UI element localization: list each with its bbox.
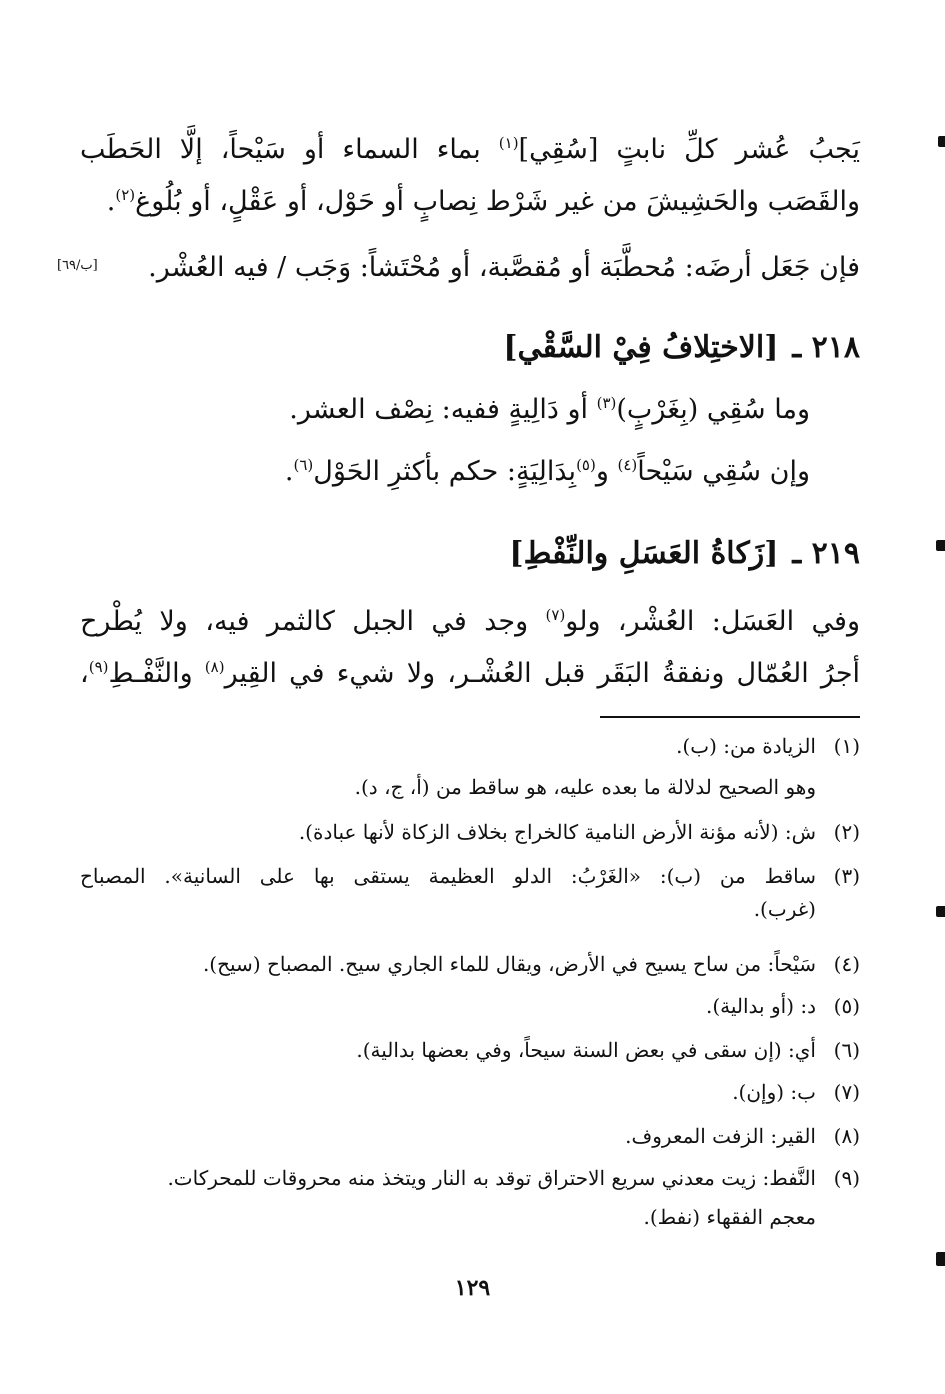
footnote-ref-2: (٢)	[115, 186, 136, 204]
paragraph-line	[80, 446, 810, 498]
section-heading-218	[503, 330, 860, 365]
footnote-ref-9: (٩)	[88, 658, 109, 676]
section-title: [الاختِلافُ فِيْ السَّقْي]	[503, 330, 779, 365]
scan-edge-mark	[938, 136, 945, 147]
footnote-ref-5: (٥)	[576, 456, 596, 474]
section-219-body	[80, 596, 860, 700]
footnote-7	[80, 1076, 860, 1109]
footnote-number: (٣)	[833, 864, 860, 888]
footnote-text: وهو الصحيح لدلالة ما بعده عليه، هو ساقط من (أ، ج، د).	[354, 775, 816, 799]
footnote-4	[80, 948, 860, 981]
paragraph-line	[80, 648, 860, 700]
text-run: بِدَالِيَةٍ: حكم بأكثرِ الحَوْل	[313, 456, 577, 487]
footnote-9	[80, 1162, 860, 1234]
footnote-row	[80, 860, 860, 893]
footnote-text: (غرب).	[753, 897, 816, 921]
text-run: وإن سُقِي سَيْحاً	[637, 456, 810, 487]
page-number: ١٢٩	[454, 1275, 491, 1301]
scan-edge-mark	[936, 1252, 945, 1266]
text-run: أجرُ العُمّال ونفقةُ البَقَر قبل العُشْـر، ولا شيء في القِير	[224, 658, 861, 689]
section-number: ٢١٩ ـ	[792, 536, 860, 571]
text-run: وجد في الجبل كالثمر فيه، ولا يُطْرح	[80, 606, 546, 637]
footnote-ref-3: (٣)	[596, 394, 617, 412]
footnote-text: ب: (وإن).	[732, 1080, 816, 1104]
footnote-text: الزيادة من: (ب).	[676, 734, 816, 758]
section-title: [زَكاةُ العَسَلِ والنِّفْطِ]	[509, 536, 779, 571]
footnote-text: القير: الزفت المعروف.	[625, 1124, 816, 1148]
footnote-2	[80, 816, 860, 849]
manuscript-folio-ref: [ب/٦٩]	[57, 258, 98, 273]
text-run: وما سُقِي (بِغَرْبٍ)	[616, 394, 810, 425]
text-run: أو دَالِيةٍ ففيه: نِصْف العشر.	[289, 394, 597, 425]
footnote-6	[80, 1034, 860, 1067]
footnote-ref-7: (٧)	[545, 606, 566, 624]
text-run: .	[284, 456, 294, 487]
footnote-number: (٤)	[833, 952, 860, 976]
paragraph-line: فإن جَعَل أرضَه: مُحطَّبَة أو مُقصَّبة، أو مُحْتَشاً: وَجَب / فيه العُشْر.	[148, 252, 860, 283]
footnote-5	[80, 990, 860, 1023]
paragraph-line	[80, 124, 860, 176]
paragraph-line	[80, 176, 860, 228]
footnote-number: (٨)	[833, 1124, 860, 1148]
footnote-ref-1: (١)	[498, 134, 519, 152]
text-run: و	[595, 456, 618, 487]
footnote-3	[80, 860, 860, 926]
text-run: والنَّفْـطِ	[108, 658, 205, 689]
section-heading-219	[509, 536, 860, 571]
paragraph-line	[80, 384, 810, 436]
scan-edge-mark	[936, 540, 945, 551]
paragraph-line	[80, 596, 860, 648]
text-run: ،	[80, 658, 89, 689]
footnote-8	[80, 1120, 860, 1153]
footnote-text: د: (أو بدالية).	[705, 994, 816, 1018]
footnote-1	[80, 730, 860, 804]
footnote-ref-4: (٤)	[617, 456, 638, 474]
text-run: .	[106, 186, 116, 217]
footnote-number: (٥)	[833, 994, 860, 1018]
footnote-text: سَيْحاً: من ساح يسيح في الأرض، ويقال للماء الجاري سيح. المصباح (سيح).	[202, 952, 816, 976]
footnote-text: أي: (إن سقى في بعض السنة سيحاً، وفي بعضها بدالية).	[356, 1038, 816, 1062]
footnote-ref-8: (٨)	[204, 658, 225, 676]
footnote-row	[80, 1162, 860, 1195]
footnote-number: (٦)	[833, 1038, 860, 1062]
text-run: وفي العَسَل: العُشْر، ولو	[565, 606, 860, 637]
section-number: ٢١٨ ـ	[792, 330, 860, 365]
footnote-number: (١)	[833, 734, 860, 758]
footnote-text: ش: (لأنه مؤنة الأرض النامية كالخراج بخلاف الزكاة لأنها عبادة).	[298, 820, 816, 844]
text-run: بماء السماء أو سَيْحاً، إلَّا الحَطَب	[80, 134, 499, 165]
section-218-body	[80, 384, 810, 498]
footnote-text: معجم الفقهاء (نفط).	[643, 1205, 816, 1229]
footnote-number: (٢)	[833, 820, 860, 844]
footnote-number: (٩)	[833, 1166, 860, 1190]
text-run: والقَصَب والحَشِيشَ من غير شَرْط نِصابٍ أو حَوْل، أو عَقْلٍ، أو بُلُوغ	[135, 186, 860, 217]
footnote-separator	[600, 716, 860, 718]
paragraph-tithe-obligation	[80, 124, 860, 228]
footnote-number: (٧)	[833, 1080, 860, 1104]
footnote-text: النَّفط: زيت معدني سريع الاحتراق توقد به النار ويتخذ منه محروقات للمحركات.	[167, 1166, 816, 1190]
scan-edge-mark	[936, 906, 945, 917]
paragraph-land-use	[148, 242, 860, 294]
text-run: يَجبُ عُشر كلِّ نابتٍ [سُقِي]	[518, 134, 860, 165]
footnote-text: ساقط من (ب): «الغَرْبُ: الدلو العظيمة يستقى بها على السانية». المصباح	[80, 864, 816, 888]
footnote-ref-6: (٦)	[293, 456, 314, 474]
